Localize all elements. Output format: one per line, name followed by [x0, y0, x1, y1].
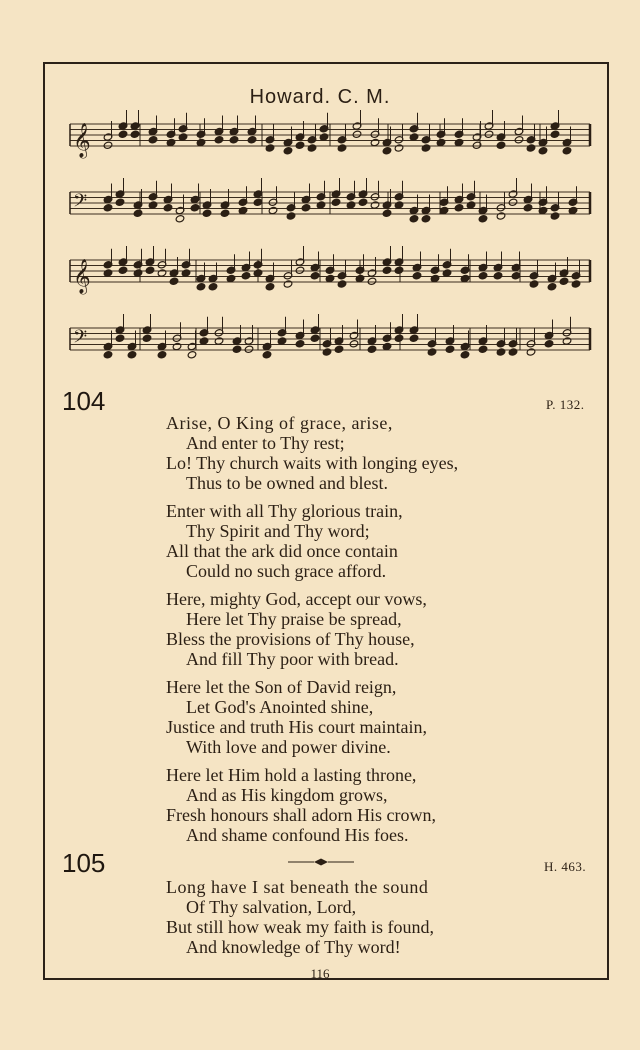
verse-line: And knowledge of Thy word!: [186, 937, 401, 957]
note-head: [325, 274, 335, 282]
ornamental-rule-icon: [288, 858, 354, 866]
note-head: [166, 138, 176, 146]
note-head: [238, 206, 248, 214]
note-head: [283, 147, 293, 155]
note-head: [301, 204, 311, 212]
note-head: [232, 345, 242, 353]
verse-line: Here let Thy praise be spread,: [186, 609, 402, 629]
note-head: [103, 351, 113, 359]
note-head: [445, 345, 455, 353]
note-head: [148, 201, 158, 209]
note-head: [196, 138, 206, 146]
note-head: [319, 133, 329, 141]
note-head: [163, 204, 173, 212]
note-head: [544, 340, 554, 348]
note-head: [355, 274, 365, 282]
verse-line: But still how weak my faith is found,: [166, 917, 434, 937]
verse-line: Here let the Son of David reign,: [166, 677, 397, 697]
verse-line: Here let Him hold a lasting throne,: [166, 765, 417, 785]
note-head: [547, 283, 557, 291]
note-head: [277, 337, 287, 345]
verse-line: Let God's Anointed shine,: [186, 697, 374, 717]
note-head: [523, 204, 533, 212]
note-head: [367, 277, 377, 285]
note-head: [439, 206, 449, 214]
bass-clef-icon: 𝄢: [73, 327, 88, 352]
note-head: [559, 277, 569, 285]
note-head: [118, 266, 128, 274]
note-head: [157, 351, 167, 359]
note-head: [430, 274, 440, 282]
verse-line: And enter to Thy rest;: [186, 433, 345, 453]
note-head: [307, 144, 317, 152]
note-head: [214, 337, 224, 345]
note-head: [295, 141, 305, 149]
note-head: [508, 348, 518, 356]
note-head: [202, 209, 212, 217]
note-head: [148, 136, 158, 144]
note-head: [265, 283, 275, 291]
note-head: [367, 345, 377, 353]
verse-line: With love and power divine.: [186, 737, 391, 757]
note-head: [394, 266, 404, 274]
note-head: [478, 272, 488, 280]
verse-line: And shame confound His foes.: [186, 825, 409, 845]
note-head: [208, 283, 218, 291]
verse-line: Thus to be owned and blest.: [186, 473, 388, 493]
note-head: [562, 337, 572, 345]
note-head: [181, 269, 191, 277]
note-head: [220, 209, 230, 217]
verse-line: Of Thy salvation, Lord,: [186, 897, 357, 917]
note-head: [496, 348, 506, 356]
note-head: [436, 138, 446, 146]
note-head: [187, 351, 197, 359]
note-head: [421, 215, 431, 223]
hymn-number-104: 104: [62, 386, 106, 416]
note-head: [133, 209, 143, 217]
note-head: [265, 144, 275, 152]
note-head: [493, 272, 503, 280]
note-head: [370, 138, 380, 146]
note-head: [103, 204, 113, 212]
verse-line: Here, mighty God, accept our vows,: [166, 589, 427, 609]
hymn-reference-105: H. 463.: [544, 859, 587, 874]
note-head: [496, 141, 506, 149]
note-head: [550, 212, 560, 220]
note-head: [478, 345, 488, 353]
note-head: [178, 133, 188, 141]
note-head: [571, 280, 581, 288]
note-head: [394, 334, 404, 342]
note-head: [472, 141, 482, 149]
note-head: [127, 351, 137, 359]
note-head: [538, 147, 548, 155]
verse-line: Thy Spirit and Thy word;: [186, 521, 370, 541]
note-head: [421, 144, 431, 152]
hymn-reference-104: P. 132.: [546, 397, 585, 412]
note-head: [118, 130, 128, 138]
note-head: [409, 133, 419, 141]
note-head: [322, 348, 332, 356]
note-head: [337, 280, 347, 288]
verse-line: Enter with all Thy glorious train,: [166, 501, 403, 521]
note-head: [253, 198, 263, 206]
verse-line: Long have I sat beneath the sound: [166, 877, 429, 897]
note-head: [268, 206, 278, 214]
verse-line: Arise, O King of grace, arise,: [166, 413, 393, 433]
note-head: [454, 204, 464, 212]
music-score: [0, 0, 640, 380]
note-head: [454, 138, 464, 146]
note-head: [382, 209, 392, 217]
note-head: [511, 272, 521, 280]
verse-line: And fill Thy poor with bread.: [186, 649, 399, 669]
note-head: [244, 345, 254, 353]
note-head: [442, 269, 452, 277]
note-head: [394, 144, 404, 152]
note-head: [115, 334, 125, 342]
note-head: [460, 274, 470, 282]
note-head: [145, 266, 155, 274]
treble-clef-icon: 𝄞: [73, 259, 91, 294]
note-head: [130, 130, 140, 138]
note-head: [283, 280, 293, 288]
note-head: [370, 201, 380, 209]
note-head: [394, 201, 404, 209]
note-head: [310, 334, 320, 342]
note-head: [427, 348, 437, 356]
hymn-number-105: 105: [62, 848, 106, 878]
note-head: [103, 141, 113, 149]
note-head: [496, 212, 506, 220]
note-head: [262, 351, 272, 359]
verse-line: Justice and truth His court maintain,: [166, 717, 427, 737]
note-head: [115, 198, 125, 206]
verse-line: And as His kingdom grows,: [186, 785, 388, 805]
note-head: [295, 340, 305, 348]
note-head: [334, 345, 344, 353]
note-head: [253, 269, 263, 277]
tune-title: Howard. C. M.: [249, 86, 391, 108]
note-head: [172, 342, 182, 350]
note-head: [514, 136, 524, 144]
note-head: [337, 144, 347, 152]
note-head: [382, 266, 392, 274]
note-head: [133, 269, 143, 277]
note-head: [460, 351, 470, 359]
verse-line: Fresh honours shall adorn His crown,: [166, 805, 436, 825]
note-head: [196, 283, 206, 291]
note-head: [169, 277, 179, 285]
note-head: [346, 201, 356, 209]
treble-clef-icon: 𝄞: [73, 123, 91, 158]
note-head: [214, 136, 224, 144]
note-head: [241, 272, 251, 280]
note-head: [484, 130, 494, 138]
note-head: [349, 340, 359, 348]
note-head: [247, 136, 257, 144]
note-head: [103, 269, 113, 277]
note-head: [199, 337, 209, 345]
note-head: [229, 136, 239, 144]
note-head: [142, 334, 152, 342]
note-head: [316, 201, 326, 209]
verse-line: All that the ark did once contain: [166, 541, 398, 561]
note-head: [409, 334, 419, 342]
note-head: [310, 272, 320, 280]
note-head: [409, 215, 419, 223]
note-head: [529, 280, 539, 288]
note-head: [508, 198, 518, 206]
note-head: [562, 147, 572, 155]
verse-line: Could no such grace afford.: [186, 561, 387, 581]
verse-line: Bless the provisions of Thy house,: [166, 629, 415, 649]
page-number: 116: [310, 966, 330, 981]
note-head: [286, 212, 296, 220]
note-head: [352, 130, 362, 138]
note-head: [382, 342, 392, 350]
note-head: [568, 206, 578, 214]
note-head: [382, 147, 392, 155]
verse-line: Lo! Thy church waits with longing eyes,: [166, 453, 459, 473]
note-head: [331, 198, 341, 206]
note-head: [478, 215, 488, 223]
note-head: [550, 130, 560, 138]
note-head: [526, 348, 536, 356]
note-head: [412, 272, 422, 280]
note-head: [175, 215, 185, 223]
note-head: [295, 266, 305, 274]
note-head: [466, 201, 476, 209]
note-head: [190, 204, 200, 212]
note-head: [157, 269, 167, 277]
bass-clef-icon: 𝄢: [73, 191, 88, 216]
note-head: [358, 198, 368, 206]
note-head: [226, 274, 236, 282]
note-head: [526, 144, 536, 152]
